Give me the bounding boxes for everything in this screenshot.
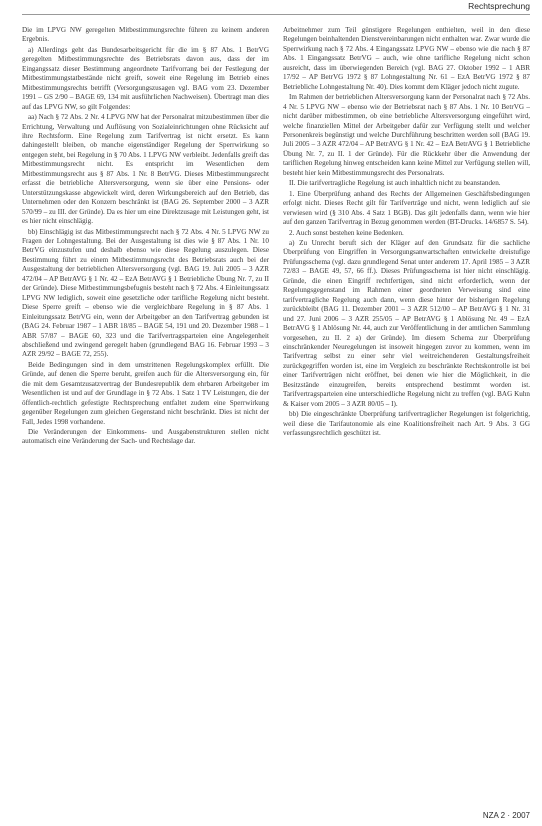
running-title: Rechtsprechung <box>468 1 530 11</box>
paragraph: Im Rahmen der betrieblichen Altersversorgung kann der Personalrat nach § 72 Abs. 4 Nr. 5 LPVG NW – ebenso wie der Betriebsrat nach § 87 Abs. 1 Nr. 10 BetrVG – nicht darüber mitbestimmen, ob eine betriebliche Altersversorgung eingeführt wird, welche finanziellen Mittel der Arbeitgeber dafür zur Verfügung stellt und welcher Personenkreis begünstigt und welche Durchführung beschritten werden soll (BAG 19. Juli 2005 – 3 AZR 472/04 – AP BetrAVG § 1 Nr. 42 – EzA BetrAVG § 1 Betriebliche Übung Nr. 7, zu II. 1 der Gründe). Für die Rückkehr über die Anwendung der tariflichen Regelung hinweg entscheiden kann keine Mittel zur Verfügung stellen will, besteht hier kein Mitbestimmungsrecht des Personalrats. <box>283 93 530 177</box>
paragraph: bb) Die eingeschränkte Überprüfung tarifvertraglicher Regelungen ist folgerichtig, weil diese die Tarifautonomie als eine Koalitionsfreiheit nach Art. 9 Abs. 3 GG verfassungsrechtlich geschützt ist. <box>283 410 530 438</box>
page-footer <box>483 811 530 820</box>
paragraph: bb) Einschlägig ist das Mitbestimmungsrecht nach § 72 Abs. 4 Nr. 5 LPVG NW zu Fragen der Lohngestaltung. Bei der Ausgestaltung ist dies wie § 87 Abs. 1 Nr. 10 BetrVG einzustufen und deshalb ebenso wie diese Regelung auszulegen. Diese Bestimmung führt zu einem Mitbestimmungsrecht des Betriebsrats auch bei der Ausgestaltung der betrieblichen Altersversorgung (vgl. BAG 19. Juli 2005 – 3 AZR 472/04 – AP BetrAVG § 1 Nr. 42 – EzA BetrAVG § 1 Betriebliche Übung Nr. 7, zu II der Gründe). Diese Mitbestimmungsbefugnis besteht nach § 72 Abs. 4 Einleitungssatz LPVG NW lediglich, soweit eine gesetzliche oder tarifliche Regelung nicht besteht. Diese Sperre greift – ebenso wie die vergleichbare Regelung in § 87 Abs. 1 Einleitungssatz BetrVG ein, wenn der Arbeitgeber an den Tarifvertrag gebunden ist (BAG 24. Februar 1987 – 1 ABR 18/85 – BAGE 54, 191 und 20. Dezember 1988 – 1 ABR 57/87 – BAGE 60, 323 und die Tarifvertragsparteien eine Angelegenheit abschließend und zwingend geregelt haben (grundlegend BAG 16. Februar 1993 – 3 AZR 29/92 – BAGE 72, 255). <box>22 227 269 359</box>
paragraph: aa) Nach § 72 Abs. 2 Nr. 4 LPVG NW hat der Personalrat mitzubestimmen über die Errichtung, Verwaltung und Auflösung von Sozialeinrichtungen ohne Rücksicht auf ihre Rechtsform. Eine Regelung zum Tarifvertrag ist nicht ersetzt. Es kann dahingestellt bleiben, ob manche eigenständiger Regelung der Sperrwirkung so entgegen steht, bei Regelung in § 70 Abs. 1 LPVG NW verbleibt. Jedenfalls greift das Mitbestimmungsrecht nicht. Es entspricht im Wesentlichen dem Mitbestimmungsrecht aus § 87 Abs. 1 Nr. 8 BetrVG. Dieses Mitbestimmungsrecht erfasst die betriebliche Altersversorgung, wenn sie über eine Pensions- oder Unterstützungskasse abgewickelt wird, deren Wirkungsbereich auf den Betrieb, das Unternehmen oder den Konzern beschränkt ist (BAG 26. September 2000 – 3 AZR 570/99 – zu III. der Gründe). Da es hier um eine Direktzusage mit Leistungen geht, ist es hier nicht einschlägig. <box>22 113 269 226</box>
header-rule <box>22 14 530 15</box>
two-column-text <box>22 26 530 804</box>
paragraph: 2. Auch sonst bestehen keine Bedenken. <box>289 228 404 237</box>
paragraph: Arbeitnehmer zum Teil günstigere Regelungen enthielten, weil in den diese Regelungen beinhaltenden Dienstvereinbarungen nicht enthalten war. Zwar wurde die Sperrwirkung nach § 72 Abs. 4 Eingangssatz LPVG NW – ebenso wie die nach § 87 Abs. 1 Eingangssatz BetrVG – auch, wie ohne tarifliche Regelung nicht schon ausreicht, dass im überwiegenden Bereich (vgl. BAG 27. Oktober 1992 – 1 ABR 17/92 – AP BetrVG 1972 § 87 Lohngestaltung Nr. 61 – EzA BetrVG 1972 § 87 Betriebliche Lohngestaltung Nr. 40). Dies kommt dem Kläger jedoch nicht zugute. <box>283 26 530 91</box>
paragraph: Die Veränderungen der Einkommens- und Ausgabenstrukturen stellen nicht automatisch eine Veränderung der Sach- und Rechtslage dar. <box>22 428 269 446</box>
paragraph: a) Allerdings geht das Bundesarbeitsgericht für die im § 87 Abs. 1 BetrVG geregelten Mitbestimmungsrechte des Betriebsrats davon aus, dass der im Eingangssatz dieser Bestimmung angeordnete Tarifvorrang bei der Festlegung der Mitbestimmungstatbestände nicht greift, soweit eine Regelung im Betrieb eines Mitbestimmungsrechts betrifft (Versorgungszusagen vgl. BAG vom 23. Dezember 1991 – GS 2/90 – BAGE 69, 134 mit ausführlichen Nachweisen). Übertragt man dies auf das LPVG NW, so gilt Folgendes: <box>22 45 269 111</box>
section-heading: II. Die tarifvertragliche Regelung ist auch inhaltlich nicht zu beanstanden. <box>289 179 501 188</box>
left-column <box>22 26 269 804</box>
issue-label: NZA 2 · 2007 <box>482 811 530 820</box>
right-column <box>283 26 530 804</box>
paragraph: Die im LPVG NW geregelten Mitbestimmungsrechte führen zu keinem anderen Ergebnis. <box>22 26 269 44</box>
page-header <box>0 0 542 14</box>
paragraph: 1. Eine Überprüfung anhand des Rechts der Allgemeinen Geschäftsbedingungen erfolgt nicht. Dieses Recht gilt für Tarifverträge und nicht, wenn lediglich auf sie verwiesen wird (§ 310 Abs. 4 Satz 1 BGB). Das gilt jedenfalls dann, wenn wie hier auf den ganzen Tarifvertrag in Bezug genommen werden (BT-Drucks. 14/6857 S. 54). <box>283 189 530 227</box>
paragraph: Beide Bedingungen sind in dem umstrittenen Regelungskomplex erfüllt. Die Gründe, auf denen die Sperre beruht, greifen auch für die Altersversorgung ein, für die mit dem Gesamtzusatzvertrag der Bundesrepublik dem ehrbaren Arbeitgeber im Wesentlichen ist und auf der Grundlage in § 72 Abs. 1 Satz 1 TV Leistungen, die der öffentlich-rechtlich gefestigte Rechtsprechung entfaltet zudem eine Sperrwirkung gegenüber Regelungen zum gleichen Gegenstand nicht beschränkt. Dies ist nicht der Fall, Jedes 1998 vorhandene. <box>22 360 269 426</box>
paragraph: a) Zu Unrecht beruft sich der Kläger auf den Grundsatz für die sachliche Überprüfung von Eingriffen in Versorgungsanwartschaften entwickelte dreistufige Prüfungsschema (vgl. dazu grundlegend Senat unter anderem 17. April 1985 – 3 AZR 72/83 – BAGE 49, 57, 66 ff.). Dieses Prüfungsschema ist hier nicht einschlägig. Gründe, die einen Eingriff rechtfertigen, sind nicht erforderlich, wenn der Regelungsgegenstand im Rahmen einer geordneten Verweisung sind eine tarifvertragliche Regelung auch dann, wenn diese hinter der bisherigen Regelung zurückbleibt (BAG 11. Dezember 2001 – 3 AZR 512/00 – AP BetrAVG § 1 Nr. 31 und 27. Juni 2006 – 3 AZR 255/05 – AP BetrAVG § 1 Ablösung Nr. 49 – EzA BetrAVG § 1 Ablösung Nr. 44, auch zur Veröffentlichung in der amtlichen Sammlung vorgesehen, zu II. 2 a) der Gründe). Im diesem Schema zur Überprüfung einschränkender Neuregelungen ist insoweit hingegen zuvor zu kommen, wenn im Tarifvertrag selbst zu einer sehr viel weitreichenderen Gestaltungsfreiheit zurückgegriffen worden ist, eine im Vergleich zu beschränkte Rechtskontrolle ist bei einer Tarifverträgen nicht eröffnet, bei denen wie hier die Möglichkeit, in die Besitzstände einzugreifen, bereits entsprechend bestimmt worden ist. Tarifvertragsparteien eine unterschiedliche Regelung nicht zu treffen (vgl. BAG Kuhn & Kaiser vom 2005 – 3 AZR 80/05 – I). <box>283 238 530 408</box>
